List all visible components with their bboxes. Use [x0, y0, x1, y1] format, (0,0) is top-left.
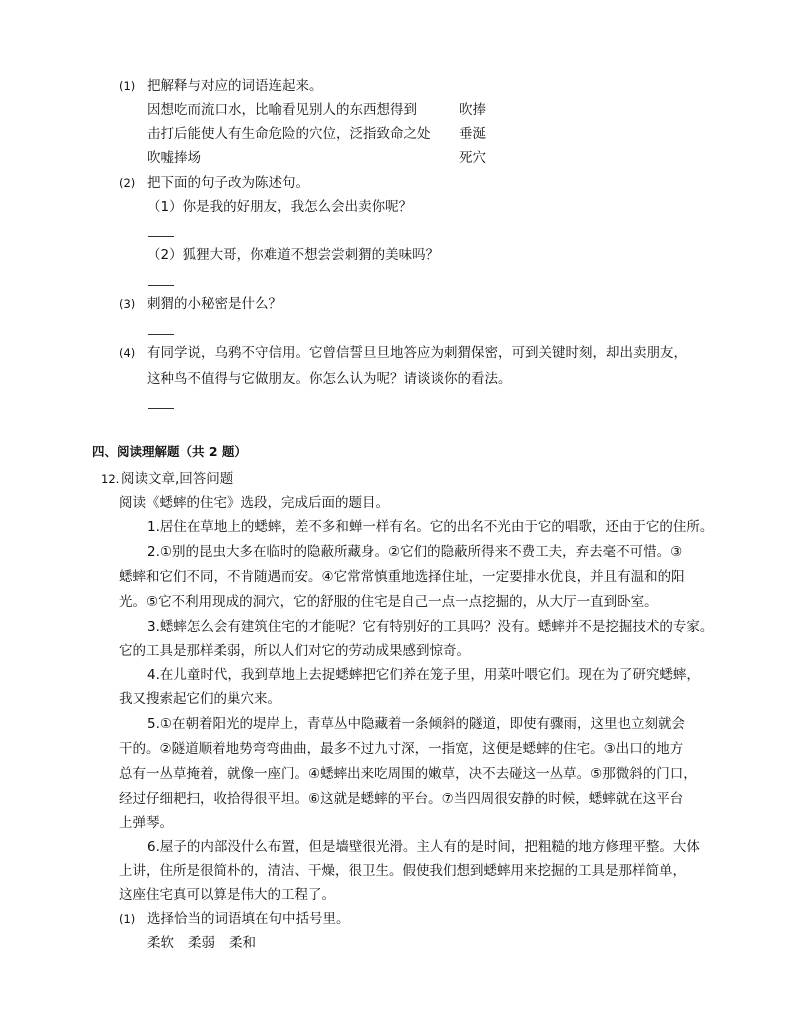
question-prompt: 把下面的句子改为陈述句。 [147, 175, 309, 191]
question-number: (1) [119, 79, 136, 93]
sentence-2: （2）狐狸大哥，你难道不想尝尝刺猬的美味吗？ [147, 247, 440, 263]
passage-line: 光。⑤它不利用现成的洞穴，它的舒服的住宅是自己一点一点挖掘的，从大厅一直到卧室。 [119, 594, 658, 610]
word-option: 柔弱 [188, 935, 215, 951]
question-prompt: 把解释与对应的词语连起来。 [147, 78, 323, 94]
answer-blank[interactable] [148, 285, 174, 286]
question-prompt-line: 有同学说，乌鸦不守信用。它曾信誓旦旦地答应为刺猬保密，可到关键时刻，却出卖朋友， [147, 345, 687, 361]
passage-line: 干的。②隧道顺着地势弯弯曲曲，最多不过九寸深，一指宽，这便是蟋蟀的住宅。③出口的地方 [119, 741, 684, 757]
passage-intro: 阅读《蟋蟀的住宅》选段，完成后面的题目。 [119, 495, 389, 511]
question-number: (4) [119, 346, 136, 360]
question-number: 12. [101, 472, 120, 486]
word-option: 柔软 [147, 935, 174, 951]
word-3: 死穴 [459, 150, 486, 166]
passage-line: 6.屋子的内部没什么布置，但是墙壁很光滑。主人有的是时间，把粗糙的地方修理平整。大体 [147, 839, 700, 855]
word-1: 吹捧 [459, 102, 486, 118]
sentence-1: （1）你是我的好朋友，我怎么会出卖你呢？ [147, 199, 413, 215]
question-number: (3) [119, 297, 136, 311]
answer-blank[interactable] [148, 334, 174, 335]
question-number: (1) [119, 912, 136, 926]
passage-line: 3.蟋蟀怎么会有建筑住宅的才能呢？它有特别好的工具吗？没有。蟋蟀并不是挖掘技术的专家。 [147, 619, 714, 635]
passage-line: 2.①别的昆虫大多在临时的隐蔽所藏身。②它们的隐蔽所得来不费工夫，弃去毫不可惜。③ [147, 544, 683, 560]
definition-2: 击打后能使人有生命危险的穴位，泛指致命之处 [147, 126, 431, 142]
definition-3: 吹嘘捧场 [147, 150, 201, 166]
question-prompt-line: 这种鸟不值得与它做朋友。你怎么认为呢？请谈谈你的看法。 [147, 371, 512, 387]
passage-line: 我又搜索起它们的巢穴来。 [119, 691, 281, 707]
passage-line: 这座住宅真可以算是伟大的工程了。 [119, 887, 335, 903]
passage-line: 5.①在朝着阳光的堤岸上，青草丛中隐藏着一条倾斜的隧道，即使有骤雨，这里也立刻就会 [147, 716, 685, 732]
passage-line: 总有一丛草掩着，就像一座门。④蟋蟀出来吃周围的嫩草，决不去碰这一丛草。⑤那微斜的门口， [119, 766, 697, 782]
passage-line: 蟋蟀和它们不同，不肯随遇而安。④它常常慎重地选择住址，一定要排水优良，并且有温和的阳 [119, 569, 685, 585]
section-heading: 四、阅读理解题（共 2 题） [92, 444, 247, 459]
answer-blank[interactable] [148, 236, 174, 237]
question-prompt: 选择恰当的词语填在句中括号里。 [147, 911, 350, 927]
question-title: 阅读文章,回答问题 [121, 471, 234, 487]
passage-line: 上讲，住所是很简朴的，清洁、干燥，很卫生。假使我们想到蟋蟀用来挖掘的工具是那样简单， [119, 863, 686, 879]
passage-line: 它的工具是那样柔弱，所以人们对它的劳动成果感到惊奇。 [119, 643, 470, 659]
answer-blank[interactable] [148, 408, 174, 409]
passage-line: 上弹琴。 [119, 815, 173, 831]
question-number: (2) [119, 176, 136, 190]
word-option: 柔和 [229, 935, 256, 951]
passage-line: 4.在儿童时代，我到草地上去捉蟋蟀把它们养在笼子里，用菜叶喂它们。现在为了研究蟋蟀， [147, 667, 700, 683]
word-2: 垂涎 [459, 126, 486, 142]
passage-line: 经过仔细耙扫，收拾得很平坦。⑥这就是蟋蟀的平台。⑦当四周很安静的时候，蟋蟀就在这平台 [119, 791, 684, 807]
passage-line: 1.居住在草地上的蟋蟀，差不多和蝉一样有名。它的出名不光由于它的唱歌，还由于它的住所。 [147, 519, 714, 535]
definition-1: 因想吃而流口水，比喻看见别人的东西想得到 [147, 102, 417, 118]
question-prompt: 刺猬的小秘密是什么？ [147, 296, 282, 312]
